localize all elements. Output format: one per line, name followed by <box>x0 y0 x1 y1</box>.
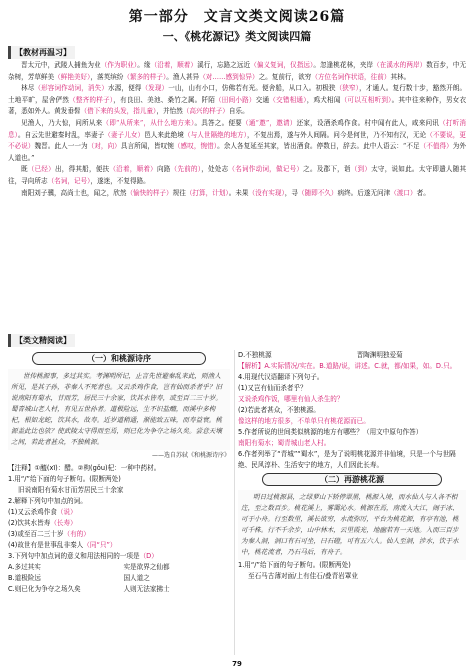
question-1: 1.用“/”给下面的句子断句。(限断两处) <box>8 475 121 483</box>
passage-text: ，遂迷，不复得路。 <box>90 176 150 185</box>
annotation: （偏义复词，仅指远） <box>250 61 314 69</box>
annotation: （与人世隔绝的地方） <box>183 130 248 139</box>
passage-text: 。渔人甚异 <box>166 72 200 81</box>
passage-text: 者。 <box>416 188 430 197</box>
passage-text: 。缘 <box>137 61 151 69</box>
page-subtitle: 一、《桃花源记》类文阅读四篇 <box>162 30 312 43</box>
passage-text: 。未果 <box>228 188 249 197</box>
passage-text: 晋太元中，武陵人捕鱼为业 <box>21 61 101 69</box>
question-4-answer: 又说杀鸡作饭，哪里有仙人杀生的？ <box>238 395 344 403</box>
annotation: （打听消息） <box>8 118 467 139</box>
question-3-option <box>8 573 230 584</box>
question-1-text: 旧说南阳有菊水甘而芳居民三十余家 <box>18 486 124 494</box>
passage-text: 魏晋。此人一一为 <box>34 142 88 151</box>
annotation: （没有实现） <box>248 188 285 197</box>
annotation: （随即不久） <box>297 188 338 197</box>
passage-text: 溪行，忘路之远近 <box>197 61 251 69</box>
annotation: （借下来的头发，指儿童） <box>80 107 157 116</box>
passage-text: 水源，便得 <box>108 84 142 93</box>
section-label-reading: 【类文精阅读】 <box>8 334 75 347</box>
annotation: （通“邀”，邀请） <box>241 118 297 127</box>
annotation: （对……感到惊异） <box>199 72 259 81</box>
passage2-title: （二）再游桃花源 <box>262 473 442 486</box>
passage-text: 交通 <box>255 95 270 104</box>
question-5-answer: 南阳有菊水；蜀青城山老人村。 <box>238 439 331 447</box>
passage1-title: （一）和桃源诗序 <box>32 352 206 365</box>
question-3-text: 3.下列句中加点词的意义和用法相同的一项是 <box>8 552 140 560</box>
passage2-question-1-text: 至石马古薄对面/上有佳石/叠青岩罩业 <box>248 572 358 580</box>
page-number: 79 <box>232 660 242 668</box>
question-2-item <box>8 540 230 551</box>
annotation: （作为职业） <box>100 61 138 69</box>
question-2-item-text: (2)饮其水皆寿 <box>8 519 51 527</box>
passage-paragraph <box>8 118 466 164</box>
question-2-item-answer: （说） <box>56 508 77 516</box>
annotated-passage <box>8 60 466 199</box>
q3-option-d <box>238 350 466 361</box>
passage-text: 邑人来此绝境 <box>144 130 184 139</box>
question-2-item-answer: （有的） <box>63 530 90 538</box>
annotation: （打算，计划） <box>185 188 229 197</box>
question-2-item <box>8 518 230 529</box>
question-4-answer: 像这样的地方很多，不单单只有桃花源而已。 <box>238 417 370 425</box>
option-part-b: 实是欲界之仙都 <box>123 563 170 571</box>
question-2-item-text: (4)故世有是世事乱非秦人 <box>8 541 84 549</box>
passage-text: 还家，设酒杀鸡作食。村中闻有此人，咸来问讯 <box>296 118 440 127</box>
column-divider <box>234 350 235 655</box>
question-3-options <box>8 562 230 595</box>
annotation: （沿着，顺着） <box>150 61 198 69</box>
question-2-items <box>8 507 230 551</box>
passage-text: ，处处志 <box>201 165 229 174</box>
annotation: （高兴的样子） <box>182 107 229 116</box>
option-part-b: 人则无法家拂士 <box>123 585 170 593</box>
passage-paragraph <box>8 164 466 187</box>
page-title: 第一部分 文言文类文阅读26篇 <box>128 9 346 25</box>
annotation: （不值得） <box>419 142 453 151</box>
annotation: （对，向） <box>87 142 121 151</box>
annotation: （感叹，惋惜） <box>173 142 218 151</box>
section-label-review: 【教材再温习】 <box>8 46 75 59</box>
passage2-question-1: 1.用“/”给下面的句子断句。(限断两处) <box>238 561 351 569</box>
passage-text: 见渔人，乃大惊，问所从来 <box>21 118 103 127</box>
option-part-a: A.多过其实 <box>8 563 41 571</box>
annotation: （整齐的样子） <box>69 95 114 104</box>
annotation: （田间小路） <box>215 95 256 104</box>
annotation: （已经） <box>27 165 55 174</box>
annotation: （愉快的样子） <box>126 188 173 197</box>
question-2-item <box>8 529 230 540</box>
passage-text: 之。复前行，欲穷 <box>258 72 312 81</box>
question-3-answer: （D） <box>139 552 158 560</box>
question-4: 4.用现代汉语翻译下列句子。 <box>238 373 324 381</box>
annotation: （渡口） <box>390 188 417 197</box>
right-column <box>238 350 466 660</box>
annotation: （繁多的样子） <box>123 72 167 81</box>
q3-analysis: 【解析】A.实际情况/实在。B.道路/说，讲述。C.就，都/如果，如。D.只。 <box>238 362 457 370</box>
question-6: 6.作者列举了“青城”“蜀水”，是为了说明桃花源并非仙境，只是一个与世隔绝、民风淳朴、生活安宁的地方，人们因此长寿。 <box>238 450 456 469</box>
question-2-item-text: (3)或至百二三十岁 <box>8 530 64 538</box>
passage1-notes: 【注释】①醯(xī)：醋。②枸(gǒu)杞：一种中药材。 <box>8 464 161 472</box>
annotation: （妻子儿女） <box>104 130 145 139</box>
annotation: （沿着，顺着） <box>109 165 157 174</box>
option-d-b: 晋陶渊明独爱菊 <box>356 351 403 359</box>
passage-paragraph <box>8 188 466 200</box>
question-3-option <box>8 562 230 573</box>
annotation: （方位名词作状语，往前） <box>311 72 391 81</box>
left-column <box>8 350 230 660</box>
question-2: 2.解释下列句中加点的词。 <box>8 497 87 505</box>
question-4-items <box>238 383 466 427</box>
annotation: （名词，记号） <box>47 176 91 185</box>
annotation: （名词作动词，做记号） <box>228 165 304 174</box>
annotation: （在溪水的两岸） <box>373 61 427 69</box>
passage-text: 之。及郡下，诣 <box>303 165 351 174</box>
question-2-item-answer: （长寿） <box>50 519 77 527</box>
passage-text: 为外人道也。” <box>8 142 467 162</box>
question-5: 5.作者所说的世间类似桃源的地方有哪些？（用文中原句作答） <box>238 428 423 436</box>
passage-text: 具言所闻，皆叹惋 <box>120 142 174 151</box>
annotation: （形容词作动词，消失） <box>34 84 109 93</box>
question-3 <box>8 551 230 562</box>
passage-text: 规往 <box>172 188 186 197</box>
passage-text: ，才通人。复行数十步，豁然开朗。土地平旷，屋舍俨然 <box>8 84 467 104</box>
passage-text: ，鸡犬相闻 <box>306 95 341 104</box>
question-4-item: (1)又岂有仙而杀者乎？ <box>238 384 307 392</box>
question-2-item-text: (1)又云杀鸡作食 <box>8 508 57 516</box>
passage-text: 太守，说如此。太守即遣人随其往，寻向所志 <box>8 165 467 185</box>
passage-text: 其林。 <box>390 72 411 81</box>
annotation: （即“从所来”，从什么地方来） <box>102 118 195 127</box>
annotation: （可以互相听到） <box>340 95 392 104</box>
annotation: （不要说，更不必说） <box>8 130 467 151</box>
passage-paragraph <box>8 83 466 118</box>
passage-text: ，落英缤纷 <box>90 72 124 81</box>
question-4-item: (2)若此者甚众，不独桃源。 <box>238 406 320 414</box>
passage-text: 。具答之。便要 <box>194 118 242 127</box>
passage-text: 南阳刘子骥，高尚士也，闻之，欣然 <box>21 188 127 197</box>
passage-text: 出，得其船，便扶 <box>54 165 110 174</box>
annotation: （交错相通） <box>269 95 307 104</box>
passage-text: 自乐。 <box>228 107 249 116</box>
passage-text: 既 <box>21 165 28 174</box>
passage1-source: ——选自苏轼《和桃源诗序》 <box>151 452 230 459</box>
question-3-option <box>8 584 230 595</box>
passage2-text: 明日过桃源县，之绿萝山下轿停翠黑，桃源入境，而水仙人与人各不相迕，至之数百步。桃花溪上，雾霭沁水。桃源在焉，南流入大江，闹于冰、可于小舟。行至数里，溪长欲穷，水流弥厉，平台为桃花源，有亭有池，桃可千株。行不千余步，山中林木，云里霞光，地幽若有一天地。入而三百步为秦人洞，洞口有石可坐，曰石磴，可有五六人。仙人至洞，涉水，饮于水中，桃花流者，乃石马后，有舟子。 <box>238 490 466 560</box>
option-d-a: D.不独桃源 <box>238 351 272 359</box>
passage-text: 林尽 <box>21 84 35 93</box>
passage-text: ，不复出焉，遂与外人间隔。问今是何世，乃不知有汉，无论 <box>247 130 427 139</box>
passage-text: 向路 <box>156 165 171 174</box>
option-part-b: 国人道之 <box>123 574 150 582</box>
question-2-item <box>8 507 230 518</box>
passage-text: ，并怡然 <box>156 107 183 116</box>
question-2-item-answer: （同“只”） <box>83 541 117 549</box>
passage-text: ，有良田、美池、桑竹之属。阡陌 <box>113 95 216 104</box>
option-part-a: B.道极险远 <box>8 574 41 582</box>
passage-text: 。忽逢桃花林，夹岸 <box>313 61 374 69</box>
annotation: （狭窄） <box>335 84 360 93</box>
passage-paragraph <box>8 60 466 83</box>
passage-text: ，寻 <box>284 188 298 197</box>
passage-text: 。其中往来种作，男女衣著，悉如外人。黄发垂髫 <box>8 95 467 116</box>
annotation: （鲜艳美好） <box>54 72 91 81</box>
annotation: （先前的） <box>170 165 202 174</box>
annotation: （发现） <box>141 84 169 93</box>
passage-text: 。余人各复延至其家，皆出酒食。停数日，辞去。此中人语云：“不足 <box>217 142 420 151</box>
passage1-text: 世传桃源事，多过其实。考渊明所记，止言先世避秦乱来此，则渔人所见，是其子孙，非秦人不死者也。又云杀鸡作食，岂有仙而杀者乎？旧说南阳有菊水，甘而芳，居民三十余家，饮其水皆寿，或至百二三十岁。蜀青城山老人村，有见五世孙者。道极险远，生不识盐醯，而溪中多枸杞，根如龙蛇，饮其水，故寿。近岁道稍通，渐能致五味，而寿益衰。桃源盖此比也欤？使武陵太守得而至焉，则已化为争夺之场久矣。尝意天壤之间，若此者甚众，不独桃源。 <box>8 369 230 450</box>
annotation: （到） <box>350 165 372 174</box>
passage-text: 一山，山有小口，仿佛若有光。便舍船，从口入。初极狭 <box>168 84 336 93</box>
option-part-a: C.则已化为争夺之场久矣 <box>8 585 81 593</box>
passage-text: 病终。后遂无问津 <box>337 188 391 197</box>
passage-text: 数百步，中无杂树，芳草鲜美 <box>8 61 467 81</box>
passage-text: 。自云先世避秦时乱，率妻子 <box>17 130 105 139</box>
